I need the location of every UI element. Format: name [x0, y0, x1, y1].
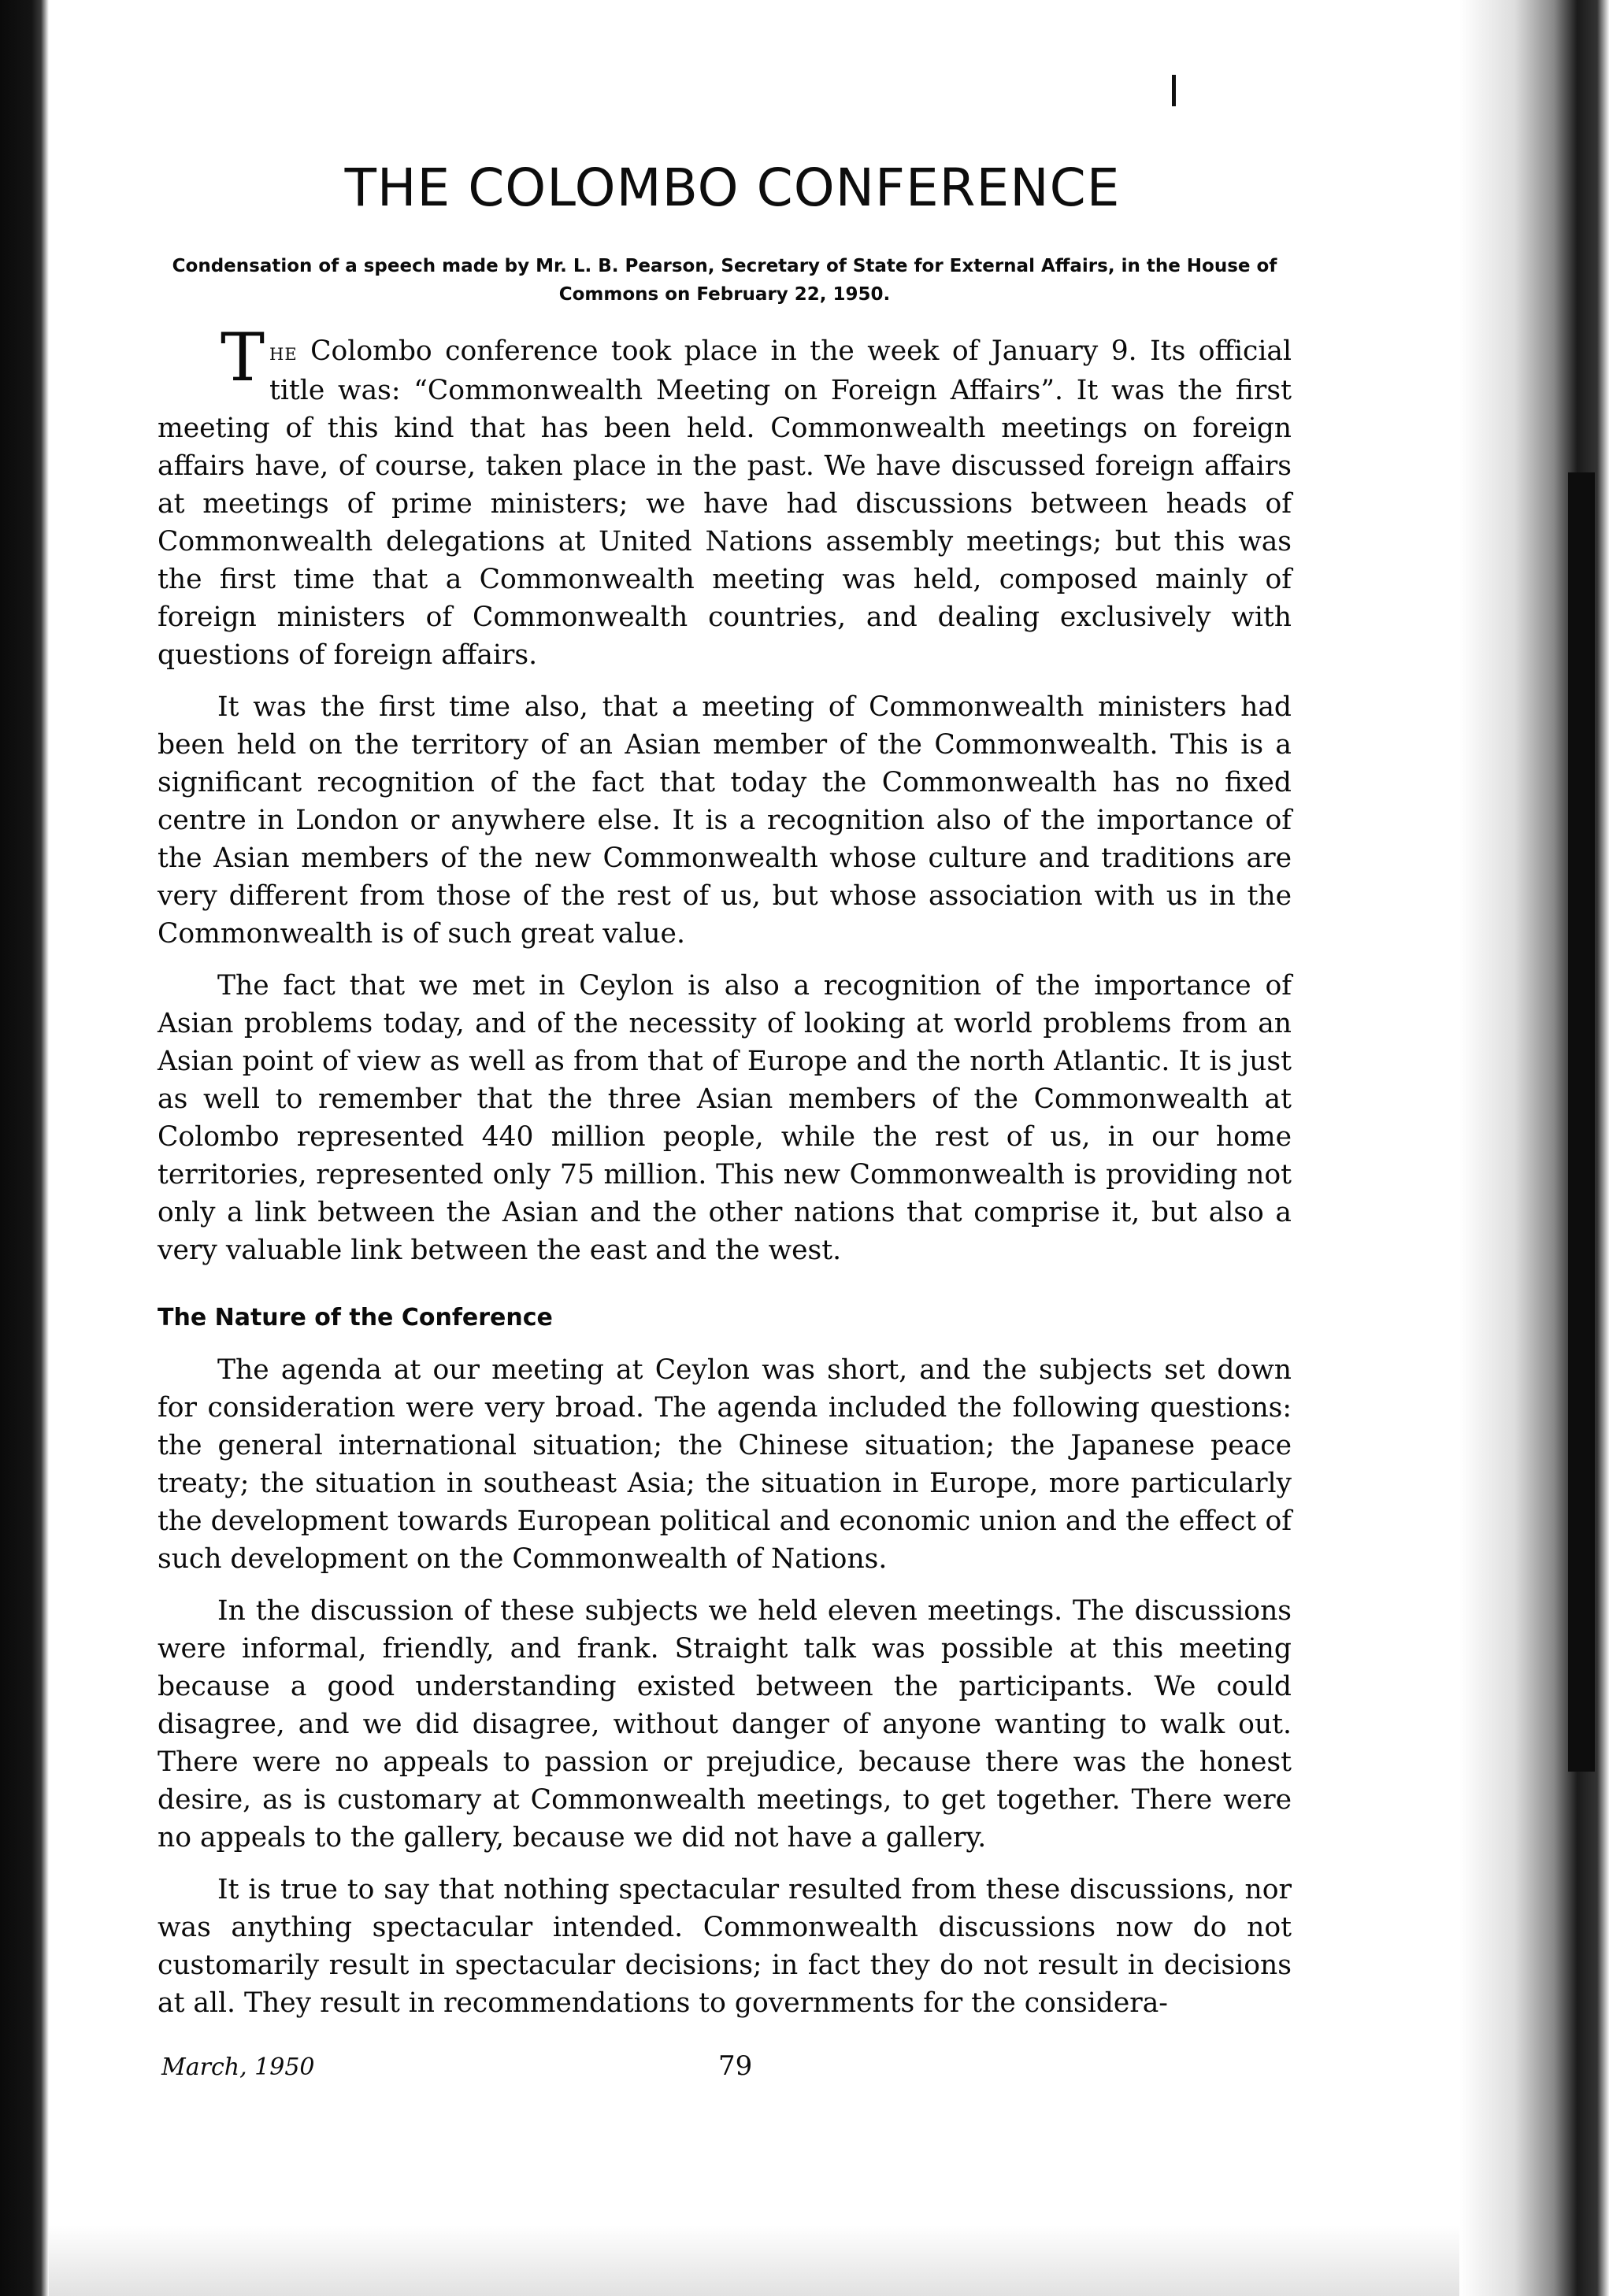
paragraph-2: It was the first time also, that a meeting of Commonwealth ministers had been held on the territory of an Asian member of the Commonwealth. This is a significant recognition of the fact that today the Commonwealth has no fixed centre in London or anywhere else. It is a recognition also of the importance of the Asian members of the new Commonwealth whose culture and traditions are very different from those of the rest of us, but whose association with us in the Commonwealth is of such great value.: [158, 691, 1292, 950]
paragraph-1: [158, 319, 1292, 674]
paragraph-1-text: Colombo conference took place in the week of January 9. Its official title was: “Commonwealth Meeting on Foreign Affairs”. It was the first meeting of this kind that has been held. Commonwealth meetings on foreign affairs have, of course, taken place in the past. We have discussed foreign affairs at meetings of prime ministers; we have had discussions between heads of Commonwealth delegations at United Nations assembly meetings; but this was the first time that a Commonwealth meeting was held, composed mainly of foreign ministers of Commonwealth countries, and dealing exclusively with questions of foreign affairs.: [158, 335, 1292, 671]
article-subtitle: Condensation of a speech made by Mr. L. B. Pearson, Secretary of State for External Affairs, in the House of Commons on February 22, 1950.: [172, 256, 1277, 305]
scan-bottom-edge: [49, 2225, 1459, 2296]
section-heading: The Nature of the Conference: [158, 1304, 553, 1331]
paragraph-3: The fact that we met in Ceylon is also a recognition of the importance of Asian problems today, and of the necessity of looking at world problems from an Asian point of view as well as from that of Europe and the north Atlantic. It is just as well to remember that the three Asian members of the Commonwealth at Colombo represented 440 million people, while the rest of us, in our home territories, represented only 75 million. This new Commonwealth is providing not only a link between the Asian and the other nations that comprise it, but also a very valuable link between the east and the west.: [158, 970, 1292, 1266]
footer-date: March, 1950: [161, 2053, 315, 2081]
paragraph-4: The agenda at our meeting at Ceylon was short, and the subjects set down for consideration were very broad. The agenda included the following questions: the general international situation; the Chinese situation; the Japanese peace treaty; the situation in southeast Asia; the situation in Europe, more particularly the development towards European political and economic union and the effect of such development on the Commonwealth of Nations.: [158, 1354, 1292, 1575]
drop-cap: T: [221, 319, 265, 396]
scan-mark: [1172, 75, 1176, 106]
lead-smallcaps: he: [269, 339, 298, 366]
page-number: 79: [718, 2050, 753, 2082]
paragraph-6: It is true to say that nothing spectacular resulted from these discussions, nor was anything spectacular intended. Commonwealth discussions now do not customarily result in spectacular decisions; in fact they do not result in decisions at all. They result in recommendations to governments for the considera-: [158, 1874, 1292, 2019]
scan-binding-edge: [0, 0, 49, 2296]
scan-right-band: [1568, 472, 1595, 1772]
paragraph-5: In the discussion of these subjects we held eleven meetings. The discussions were informal, friendly, and frank. Straight talk was possible at this meeting because a good understanding existed between the participants. We could disagree, and we did disagree, without danger of anyone wanting to walk out. There were no appeals to passion or prejudice, because there was the honest desire, as is customary at Commonwealth meetings, to get together. There were no appeals to the gallery, because we did not have a gallery.: [158, 1595, 1292, 1853]
article-title: THE COLOMBO CONFERENCE: [344, 157, 1121, 218]
article-body: [158, 319, 1292, 2036]
